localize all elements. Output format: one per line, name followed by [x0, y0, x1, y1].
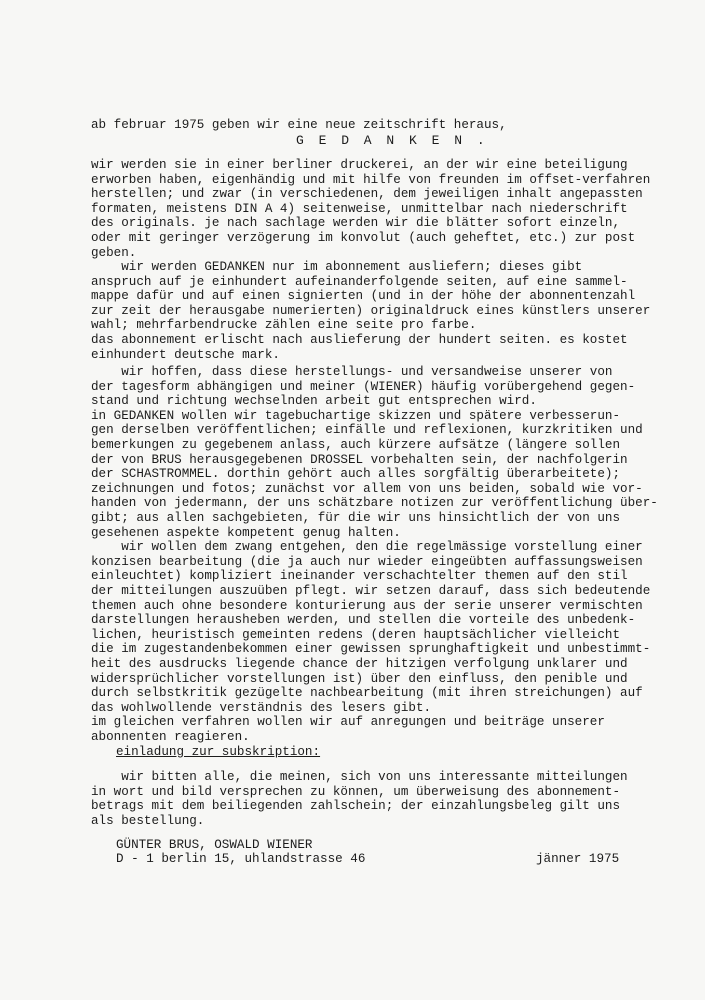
paragraph-line: durch selbstkritik gezügelte nachbearbeitung (mit ihren streichungen) auf [91, 686, 643, 700]
closing-line: in wort und bild versprechen zu können, um überweisung des abonnement- [91, 785, 621, 799]
paragraph-line: das abonnement erlischt nach auslieferung der hundert seiten. es kostet [91, 333, 628, 347]
date-line: jänner 1975 [536, 852, 620, 866]
paragraph-line: der SCHASTROMMEL. dorthin gehört auch alles sorgfältig überarbeitete); [91, 467, 621, 481]
paragraph-line: bemerkungen zu gegebenem anlass, auch kürzere aufsätze (längere sollen [91, 438, 621, 452]
paragraph-line: wahl; mehrfarbendrucke zählen eine seite pro farbe. [91, 318, 477, 332]
paragraph-line: zeichnungen und fotos; zunächst vor allem von uns beiden, sobald wie vor- [91, 482, 643, 496]
closing-line: wir bitten alle, die meinen, sich von uns interessante mitteilungen [91, 770, 628, 784]
paragraph-line: wir wollen dem zwang entgehen, den die regelmässige vorstellung einer [91, 540, 643, 554]
paragraph-line: zur zeit der herausgabe numerierten) originaldruck eines künstlers unserer [91, 304, 651, 318]
paragraph-line: stand und richtung wechselnden arbeit gut entsprechen wird. [91, 394, 537, 408]
paragraph-line: anspruch auf je einhundert aufeinanderfolgende seiten, auf eine sammel- [91, 275, 628, 289]
subscription-heading: einladung zur subskription: [116, 745, 321, 759]
signature-line: GÜNTER BRUS, OSWALD WIENER [116, 838, 313, 852]
paragraph-line: abonnenten reagieren. [91, 730, 250, 744]
paragraph-line: geben. [91, 246, 137, 260]
paragraph-line: heit des ausdrucks liegende chance der hitzigen verfolgung unklarer und [91, 657, 628, 671]
paragraph-line: herstellen; und zwar (in verschiedenen, dem jeweiligen inhalt angepassten [91, 187, 643, 201]
paragraph-line: konzisen bearbeitung (die ja auch nur wieder eingeübten auffassungsweisen [91, 555, 643, 569]
paragraph-line: gesehenen aspekte kompetent genug halten. [91, 526, 401, 540]
paragraph-line: einleuchtet) kompliziert ineinander verschachtelter themen auf den stil [91, 569, 628, 583]
paragraph-line: einhundert deutsche mark. [91, 348, 280, 362]
paragraph-line: formaten, meistens DIN A 4) seitenweise, unmittelbar nach niederschrift [91, 202, 628, 216]
paragraph-line: im gleichen verfahren wollen wir auf anregungen und beiträge unserer [91, 715, 605, 729]
title-gedanken: G E D A N K E N . [296, 133, 489, 148]
paragraph-line: der mitteilungen auszuüben pflegt. wir setzen darauf, dass sich bedeutende [91, 584, 651, 598]
paragraph-line: lichen, heuristisch gemeinten redens (deren hauptsächlicher vielleicht [91, 628, 621, 642]
paragraph-line: mappe dafür und auf einen signierten (und in der höhe der abonnentenzahl [91, 289, 636, 303]
paragraph-line: wir werden GEDANKEN nur im abonnement ausliefern; dieses gibt [91, 260, 583, 274]
paragraph-line: der von BRUS herausgegebenen DROSSEL vorbehalten sein, der nachfolgerin [91, 453, 628, 467]
paragraph-line: der tagesform abhängigen und meiner (WIENER) häufig vorübergehend gegen- [91, 380, 636, 394]
paragraph-line: die im zugestandenbekommen einer gewissen sprunghaftigkeit und unbestimmt- [91, 642, 651, 656]
paragraph-line: des originals. je nach sachlage werden wir die blätter sofort einzeln, [91, 216, 621, 230]
paragraph-line: in GEDANKEN wollen wir tagebuchartige skizzen und spätere verbesserun- [91, 409, 621, 423]
paragraph-line: das wohlwollende verständnis des lesers gibt. [91, 701, 432, 715]
paragraph-line: oder mit geringer verzögerung im konvolut (auch geheftet, etc.) zur post [91, 231, 636, 245]
paragraph-line: wir hoffen, dass diese herstellungs- und versandweise unserer von [91, 365, 613, 379]
paragraph-line: themen auch ohne besondere konturierung aus der serie unserer vermischten [91, 599, 643, 613]
address-line: D - 1 berlin 15, uhlandstrasse 46 [116, 852, 366, 866]
paragraph-line: gen derselben veröffentlichen; einfälle und reflexionen, kurzkritiken und [91, 423, 643, 437]
closing-line: als bestellung. [91, 814, 205, 828]
paragraph-line: handen von jedermann, der uns schätzbare notizen zur veröffentlichung über- [91, 496, 658, 510]
paragraph-line: gibt; aus allen sachgebieten, für die wir uns hinsichtlich der von uns [91, 511, 621, 525]
intro-line: ab februar 1975 geben wir eine neue zeitschrift heraus, [91, 118, 507, 132]
paragraph-line: wir werden sie in einer berliner druckerei, an der wir eine beteiligung [91, 158, 628, 172]
paragraph-line: widersprüchlicher vorstellungen ist) über den einfluss, den penible und [91, 672, 628, 686]
closing-line: betrags mit dem beiliegenden zahlschein; der einzahlungsbeleg gilt uns [91, 799, 621, 813]
paragraph-line: darstellungen herausheben werden, und stellen die vorteile des unbedenk- [91, 613, 636, 627]
paragraph-line: erworben haben, eigenhändig und mit hilfe von freunden im offset-verfahren [91, 173, 651, 187]
